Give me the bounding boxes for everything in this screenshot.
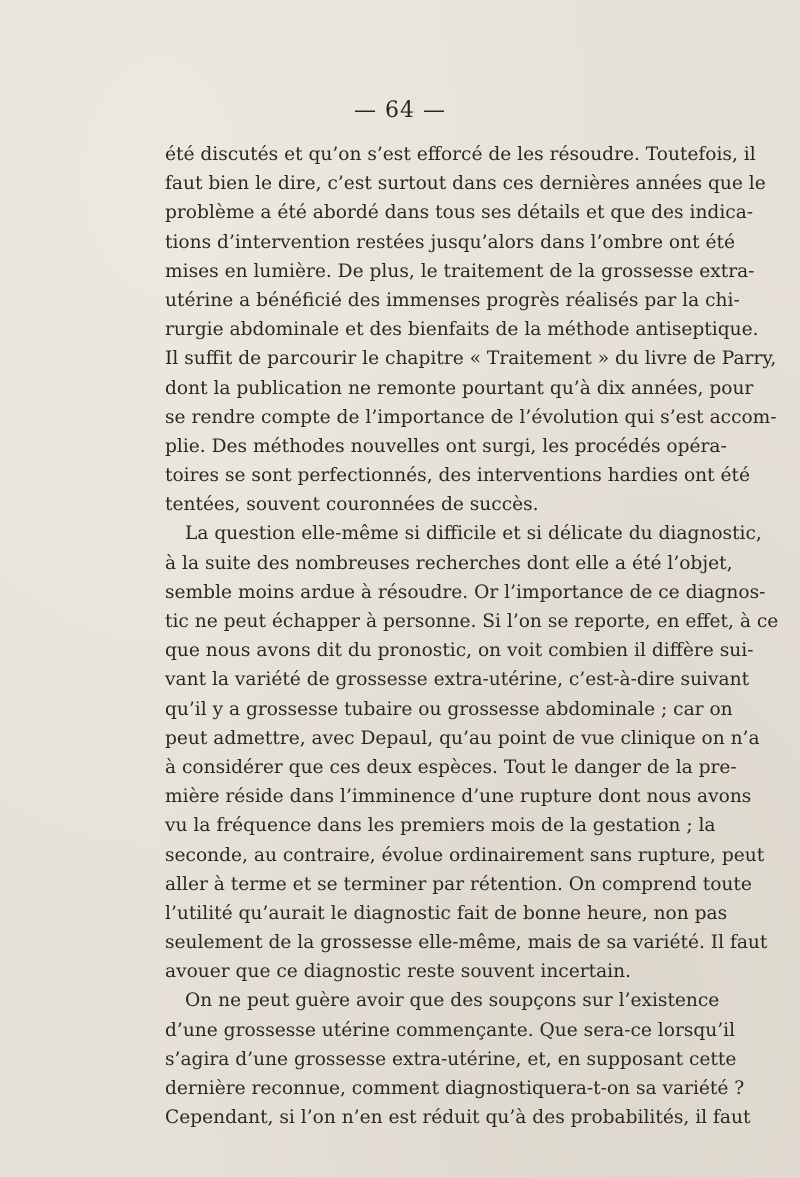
body-text xyxy=(165,140,779,1132)
text-line: que nous avons dit du pronostic, on voit combien il diffère sui- xyxy=(165,640,754,662)
text-line: dont la publication ne remonte pourtant qu’à dix années, pour xyxy=(165,377,754,399)
text-line: La question elle-même si difficile et si délicate du diagnostic, xyxy=(185,523,762,545)
text-line: peut admettre, avec Depaul, qu’au point de vue clinique on n’a xyxy=(165,727,760,749)
text-line: Il suffit de parcourir le chapitre « Traitement » du livre de Parry, xyxy=(165,348,777,370)
text-line: qu’il y a grossesse tubaire ou grossesse abdominale ; car on xyxy=(165,698,733,720)
text-line: faut bien le dire, c’est surtout dans ces dernières années que le xyxy=(165,173,766,195)
page-number: — 64 — xyxy=(354,98,446,123)
text-line: semble moins ardue à résoudre. Or l’importance de ce diagnos- xyxy=(165,581,766,603)
text-line: se rendre compte de l’importance de l’évolution qui s’est accom- xyxy=(165,406,777,428)
text-line: On ne peut guère avoir que des soupçons sur l’existence xyxy=(185,990,720,1012)
text-line: seulement de la grossesse elle-même, mais de sa variété. Il faut xyxy=(165,932,768,954)
text-line: à la suite des nombreuses recherches dont elle a été l’objet, xyxy=(165,552,733,574)
text-line: vu la fréquence dans les premiers mois de la gestation ; la xyxy=(165,815,716,837)
text-line: Cependant, si l’on n’en est réduit qu’à des probabilités, il faut xyxy=(165,1107,751,1129)
text-line: mises en lumière. De plus, le traitement de la grossesse extra- xyxy=(165,260,755,282)
text-line: été discutés et qu’on s’est efforcé de les résoudre. Toutefois, il xyxy=(165,144,756,165)
text-line: s’agira d’une grossesse extra-utérine, et, en supposant cette xyxy=(165,1048,737,1070)
text-line: dernière reconnue, comment diagnostiquera-t-on sa variété ? xyxy=(165,1078,745,1099)
text-line: seconde, au contraire, évolue ordinairement sans rupture, peut xyxy=(165,844,765,866)
text-line: l’utilité qu’aurait le diagnostic fait de bonne heure, non pas xyxy=(165,902,728,924)
text-line: mière réside dans l’imminence d’une rupture dont nous avons xyxy=(165,786,752,808)
text-line: tic ne peut échapper à personne. Si l’on se reporte, en effet, à ce xyxy=(165,611,779,632)
text-line: à considérer que ces deux espèces. Tout le danger de la pre- xyxy=(165,756,737,778)
text-line: plie. Des méthodes nouvelles ont surgi, les procédés opéra- xyxy=(165,435,727,457)
text-line: tentées, souvent couronnées de succès. xyxy=(165,494,539,516)
text-line: problème a été abordé dans tous ses détails et que des indica- xyxy=(165,202,754,224)
text-line: vant la variété de grossesse extra-utérine, c’est-à-dire suivant xyxy=(165,669,750,691)
text-line: tions d’intervention restées jusqu’alors dans l’ombre ont été xyxy=(165,231,735,253)
text-line: aller à terme et se terminer par rétention. On comprend toute xyxy=(165,873,752,895)
text-line: toires se sont perfectionnés, des interventions hardies ont été xyxy=(165,465,750,487)
text-line: d’une grossesse utérine commençante. Que sera-ce lorsqu’il xyxy=(165,1019,736,1041)
text-line: utérine a bénéficié des immenses progrès réalisés par la chi- xyxy=(165,289,740,311)
text-line: rurgie abdominale et des bienfaits de la méthode antiseptique. xyxy=(165,319,759,341)
text-line: avouer que ce diagnostic reste souvent incertain. xyxy=(165,961,631,983)
